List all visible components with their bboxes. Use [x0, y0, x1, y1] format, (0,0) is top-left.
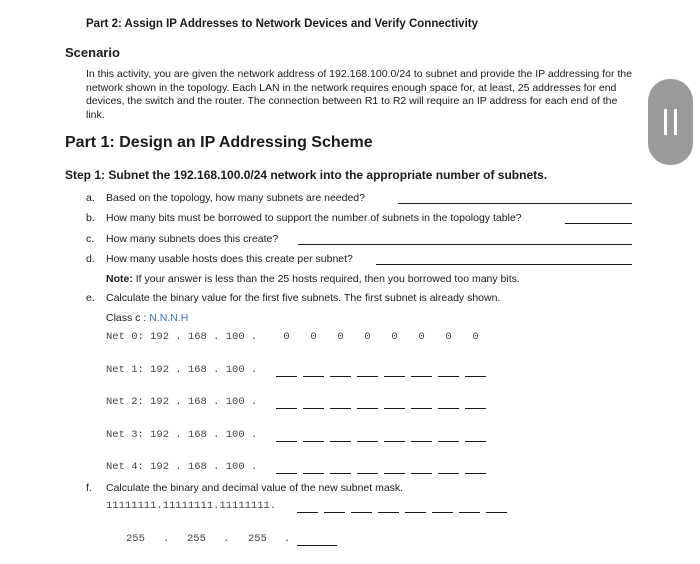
net3-bit-blank-5[interactable] [384, 441, 405, 442]
pause-icon-bar-left [664, 109, 667, 135]
mask-bit-blank-6[interactable] [432, 512, 453, 513]
net2-bit-blank-3[interactable] [330, 408, 351, 409]
question-b-text: How many bits must be borrowed to support the number of subnets in the topology table? [106, 212, 522, 224]
question-a-letter: a. [86, 192, 95, 204]
mask-binary: 11111111.11111111.11111111. [106, 500, 277, 512]
mask-bit-blank-5[interactable] [405, 512, 426, 513]
mask-last-octet-blank[interactable] [297, 545, 337, 546]
question-e-text: Calculate the binary value for the first five subnets. The first subnet is already shown. [106, 292, 501, 304]
net3-bit-blank-3[interactable] [330, 441, 351, 442]
net0-bit-6: 0 [418, 331, 425, 343]
question-c-text: How many subnets does this create? [106, 233, 279, 245]
net0-bit-5: 0 [391, 331, 398, 343]
net1-bit-blank-2[interactable] [303, 376, 324, 377]
question-f-text: Calculate the binary and decimal value of the new subnet mask. [106, 482, 404, 494]
net4-bit-blank-5[interactable] [384, 473, 405, 474]
part2-heading: Part 2: Assign IP Addresses to Network Devices and Verify Connectivity [86, 18, 478, 30]
question-e-letter: e. [86, 292, 95, 304]
mask-decimal-octet-2: 255 [187, 533, 206, 545]
net2-bit-blank-6[interactable] [411, 408, 432, 409]
net2-bit-blank-7[interactable] [438, 408, 459, 409]
question-d-text: How many usable hosts does this create per subnet? [106, 253, 353, 265]
pause-icon-bar-right [674, 109, 677, 135]
mask-decimal-dot-3: . [284, 533, 291, 545]
net4-bit-blank-6[interactable] [411, 473, 432, 474]
net2-bit-blank-8[interactable] [465, 408, 486, 409]
net4-prefix: Net 4: 192 . 168 . 100 . [106, 461, 258, 473]
question-c-letter: c. [86, 233, 95, 245]
mask-bit-blank-8[interactable] [486, 512, 507, 513]
scenario-text: In this activity, you are given the network address of 192.168.100.0/24 to subnet and provide the IP addressing for the network shown in the topology. Each LAN in the network requires enough space for, at least, 25 addresses for end devices, the switch and the router. The connection between R1 to R2 will require an IP address for each end of the link. [86, 68, 632, 121]
net4-bit-blank-8[interactable] [465, 473, 486, 474]
mask-decimal-octet-3: 255 [248, 533, 267, 545]
mask-bit-blank-4[interactable] [378, 512, 399, 513]
net1-bit-blank-8[interactable] [465, 376, 486, 377]
net1-bit-blank-5[interactable] [384, 376, 405, 377]
mask-bit-blank-3[interactable] [351, 512, 372, 513]
net1-bit-blank-4[interactable] [357, 376, 378, 377]
class-line [106, 312, 188, 324]
net3-bit-blank-6[interactable] [411, 441, 432, 442]
mask-bit-blank-7[interactable] [459, 512, 480, 513]
answer-line-c[interactable] [298, 244, 632, 245]
net0-bit-3: 0 [337, 331, 344, 343]
side-panel-button[interactable] [648, 79, 693, 165]
net2-bit-blank-4[interactable] [357, 408, 378, 409]
net2-prefix: Net 2: 192 . 168 . 100 . [106, 396, 258, 408]
net1-bit-blank-7[interactable] [438, 376, 459, 377]
mask-bit-blank-1[interactable] [297, 512, 318, 513]
net3-bit-blank-8[interactable] [465, 441, 486, 442]
part1-heading: Part 1: Design an IP Addressing Scheme [65, 134, 373, 151]
note [106, 273, 520, 285]
net3-bit-blank-1[interactable] [276, 441, 297, 442]
step1-heading: Step 1: Subnet the 192.168.100.0/24 network into the appropriate number of subnets. [65, 168, 548, 182]
net0-bit-7: 0 [445, 331, 452, 343]
net4-bit-blank-4[interactable] [357, 473, 378, 474]
net0-bit-2: 0 [310, 331, 317, 343]
answer-line-a[interactable] [398, 203, 632, 204]
question-f-letter: f. [86, 482, 92, 494]
net3-prefix: Net 3: 192 . 168 . 100 . [106, 429, 258, 441]
question-a-text: Based on the topology, how many subnets are needed? [106, 192, 365, 204]
scenario-heading: Scenario [65, 45, 120, 60]
net0-bit-1: 0 [283, 331, 290, 343]
net3-bit-blank-4[interactable] [357, 441, 378, 442]
net4-bit-blank-7[interactable] [438, 473, 459, 474]
mask-bit-blank-2[interactable] [324, 512, 345, 513]
net0-bit-4: 0 [364, 331, 371, 343]
answer-line-b[interactable] [565, 223, 632, 224]
net0-prefix: Net 0: 192 . 168 . 100 . [106, 331, 258, 343]
mask-decimal-dot-2: . [223, 533, 230, 545]
net2-bit-blank-2[interactable] [303, 408, 324, 409]
class-value: N.N.N.H [149, 312, 189, 324]
net3-bit-blank-2[interactable] [303, 441, 324, 442]
note-text: If your answer is less than the 25 hosts required, then you borrowed too many bits. [132, 273, 520, 285]
net4-bit-blank-1[interactable] [276, 473, 297, 474]
note-label: Note: [106, 273, 133, 285]
net3-bit-blank-7[interactable] [438, 441, 459, 442]
net1-bit-blank-6[interactable] [411, 376, 432, 377]
net4-bit-blank-3[interactable] [330, 473, 351, 474]
class-label: Class c : [106, 312, 150, 324]
mask-decimal-dot-1: . [163, 533, 170, 545]
net2-bit-blank-5[interactable] [384, 408, 405, 409]
net0-bit-8: 0 [472, 331, 479, 343]
net2-bit-blank-1[interactable] [276, 408, 297, 409]
answer-line-d[interactable] [376, 264, 632, 265]
mask-decimal-octet-1: 255 [126, 533, 145, 545]
question-d-letter: d. [86, 253, 95, 265]
net1-bit-blank-1[interactable] [276, 376, 297, 377]
net1-bit-blank-3[interactable] [330, 376, 351, 377]
net1-prefix: Net 1: 192 . 168 . 100 . [106, 364, 258, 376]
question-b-letter: b. [86, 212, 95, 224]
net4-bit-blank-2[interactable] [303, 473, 324, 474]
